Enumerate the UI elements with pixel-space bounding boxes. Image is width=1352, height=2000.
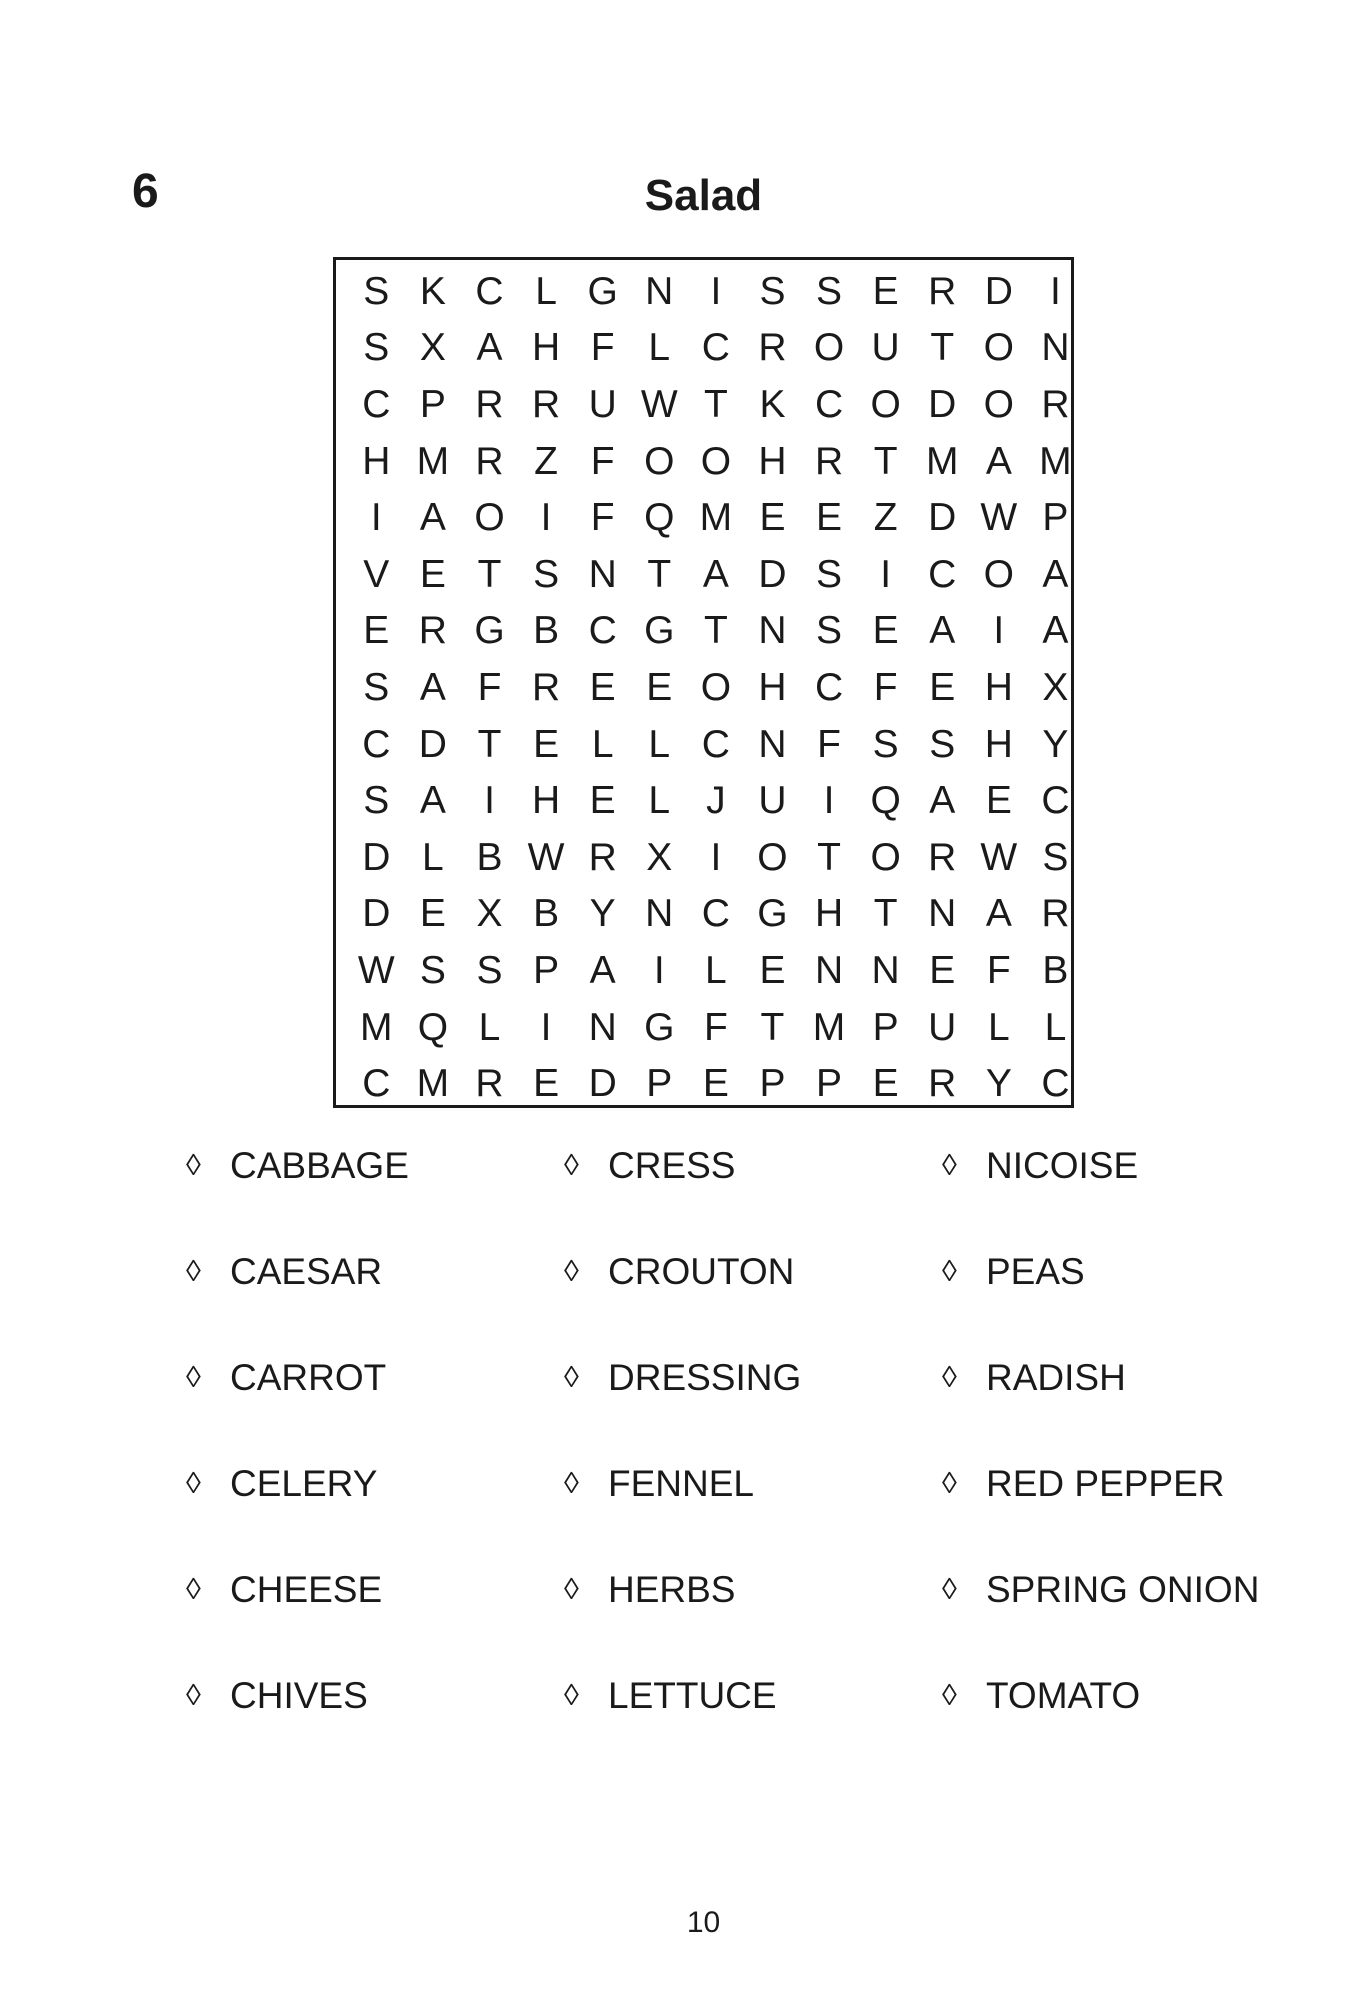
word-search-grid-box <box>333 257 1074 1108</box>
grid-cell: W <box>357 948 395 992</box>
grid-cell: M <box>360 1005 393 1049</box>
word-list-item <box>564 1242 942 1302</box>
grid-cell: M <box>925 439 959 483</box>
grid-cell: H <box>758 439 787 483</box>
grid-cell: C <box>362 1062 391 1106</box>
grid-cell: A <box>589 948 616 992</box>
grid-cell: G <box>474 609 505 653</box>
word-label: LETTUCE <box>608 1675 777 1716</box>
grid-cell: C <box>701 892 730 936</box>
grid-cell: H <box>758 665 787 709</box>
diamond-bullet-icon: ◊ <box>186 1467 201 1500</box>
grid-cell: T <box>930 326 955 370</box>
grid-cell: D <box>984 269 1013 313</box>
grid-cell: F <box>590 496 615 540</box>
word-list-item <box>942 1666 1320 1726</box>
grid-cell: N <box>814 948 844 992</box>
grid-cell: C <box>701 722 730 766</box>
word-label: RED PEPPER <box>986 1463 1225 1504</box>
grid-cell: X <box>646 835 673 879</box>
grid-cell: A <box>929 609 956 653</box>
grid-cell: Y <box>1042 722 1069 766</box>
grid-cell: I <box>710 269 722 313</box>
grid-cell: W <box>980 835 1018 879</box>
diamond-bullet-icon: ◊ <box>186 1255 201 1288</box>
word-label: CHEESE <box>230 1569 383 1610</box>
grid-cell: O <box>983 382 1014 426</box>
grid-cell: S <box>759 269 786 313</box>
grid-cell: M <box>416 439 450 483</box>
grid-cell: S <box>363 665 390 709</box>
grid-cell: P <box>816 1062 843 1106</box>
puzzle-title: Salad <box>644 171 763 220</box>
grid-cell: I <box>484 779 495 823</box>
diamond-bullet-icon: ◊ <box>942 1467 957 1500</box>
word-search-grid <box>348 263 1084 1112</box>
grid-cell: R <box>418 609 447 653</box>
grid-cell: O <box>644 439 675 483</box>
grid-cell: I <box>710 835 722 879</box>
grid-cell: D <box>758 552 787 596</box>
word-list-item <box>942 1242 1320 1302</box>
grid-cell: S <box>1042 835 1069 879</box>
grid-cell: A <box>985 439 1012 483</box>
grid-cell: U <box>928 1005 957 1049</box>
grid-cell: P <box>533 948 560 992</box>
grid-cell: R <box>928 1062 957 1106</box>
diamond-bullet-icon: ◊ <box>942 1679 957 1712</box>
grid-cell: A <box>419 496 446 540</box>
grid-cell: I <box>653 948 665 992</box>
word-label: CELERY <box>230 1463 378 1504</box>
word-label: CRESS <box>608 1145 736 1186</box>
grid-cell: L <box>535 269 557 313</box>
grid-cell: P <box>419 382 446 426</box>
grid-cell: L <box>648 722 671 766</box>
grid-cell: Q <box>644 496 675 540</box>
grid-cell: C <box>475 269 504 313</box>
grid-cell: C <box>1041 779 1070 823</box>
grid-cell: B <box>533 892 560 936</box>
grid-cell: A <box>929 779 956 823</box>
word-list-item <box>942 1454 1320 1514</box>
grid-cell: F <box>590 439 615 483</box>
grid-cell: I <box>370 496 382 540</box>
grid-cell: I <box>540 1005 552 1049</box>
grid-cell: T <box>477 722 502 766</box>
word-list <box>186 1136 1320 1772</box>
diamond-bullet-icon: ◊ <box>186 1573 201 1606</box>
grid-cell: T <box>760 1005 785 1049</box>
grid-cell: T <box>647 552 672 596</box>
grid-cell: K <box>759 382 786 426</box>
grid-cell: E <box>759 496 786 540</box>
grid-cell: R <box>814 439 844 483</box>
word-label: CABBAGE <box>230 1145 409 1186</box>
word-label: CROUTON <box>608 1251 795 1292</box>
grid-cell: F <box>477 665 502 709</box>
grid-cell: E <box>985 779 1012 823</box>
diamond-bullet-icon: ◊ <box>186 1361 201 1394</box>
grid-cell: E <box>589 779 616 823</box>
grid-cell: H <box>814 892 844 936</box>
grid-cell: A <box>1042 609 1069 653</box>
grid-cell: O <box>870 382 901 426</box>
grid-cell: S <box>816 269 843 313</box>
grid-cell: O <box>870 835 901 879</box>
grid-cell: X <box>419 326 446 370</box>
grid-cell: G <box>644 609 675 653</box>
word-list-item <box>564 1454 942 1514</box>
grid-cell: L <box>705 948 727 992</box>
grid-cell: R <box>1041 382 1070 426</box>
grid-cell: D <box>928 382 957 426</box>
grid-cell: H <box>984 665 1013 709</box>
grid-cell: N <box>645 892 674 936</box>
word-list-item <box>564 1560 942 1620</box>
grid-cell: G <box>644 1005 675 1049</box>
grid-cell: T <box>817 835 841 879</box>
word-label: HERBS <box>608 1569 736 1610</box>
grid-cell: B <box>533 609 560 653</box>
word-label: PEAS <box>986 1251 1085 1292</box>
word-list-item <box>942 1560 1320 1620</box>
grid-cell: D <box>362 835 391 879</box>
grid-cell: D <box>928 496 957 540</box>
grid-cell: S <box>872 722 899 766</box>
grid-cell: L <box>591 722 614 766</box>
word-label: SPRING ONION <box>986 1569 1260 1610</box>
grid-cell: R <box>928 269 957 313</box>
puzzle-number: 6 <box>132 165 159 218</box>
grid-cell: R <box>475 382 504 426</box>
grid-cell: Q <box>870 779 901 823</box>
grid-cell: X <box>476 892 503 936</box>
grid-cell: J <box>706 779 726 823</box>
grid-cell: E <box>419 552 446 596</box>
grid-cell: L <box>422 835 444 879</box>
grid-cell: R <box>475 439 504 483</box>
grid-cell: F <box>873 665 898 709</box>
grid-cell: Z <box>873 496 898 540</box>
grid-cell: S <box>929 722 956 766</box>
grid-cell: C <box>814 382 844 426</box>
grid-cell: N <box>1041 326 1070 370</box>
grid-cell: P <box>759 1062 786 1106</box>
grid-cell: S <box>419 948 446 992</box>
grid-cell: C <box>814 665 844 709</box>
word-list-item <box>186 1136 564 1196</box>
grid-cell: P <box>1042 496 1069 540</box>
grid-cell: A <box>985 892 1012 936</box>
grid-cell: E <box>872 1062 899 1106</box>
grid-cell: W <box>527 835 565 879</box>
word-label: CHIVES <box>230 1675 368 1716</box>
grid-cell: R <box>531 665 561 709</box>
grid-cell: E <box>872 609 899 653</box>
grid-cell: M <box>1039 439 1072 483</box>
grid-cell: G <box>587 269 618 313</box>
grid-cell: R <box>475 1062 504 1106</box>
diamond-bullet-icon: ◊ <box>186 1679 201 1712</box>
grid-cell: C <box>362 722 391 766</box>
grid-cell: S <box>363 326 390 370</box>
grid-cell: T <box>873 892 898 936</box>
grid-cell: D <box>418 722 447 766</box>
grid-cell: C <box>928 552 957 596</box>
grid-cell: E <box>533 722 560 766</box>
grid-cell: L <box>478 1005 501 1049</box>
word-list-item <box>186 1348 564 1408</box>
page-number: 10 <box>686 1906 721 1939</box>
grid-cell: E <box>872 269 899 313</box>
word-label: CAESAR <box>230 1251 383 1292</box>
grid-cell: O <box>700 665 732 709</box>
diamond-bullet-icon: ◊ <box>564 1149 579 1182</box>
grid-cell: T <box>477 552 502 596</box>
word-list-item <box>186 1560 564 1620</box>
diamond-bullet-icon: ◊ <box>564 1573 579 1606</box>
diamond-bullet-icon: ◊ <box>942 1361 957 1394</box>
word-label: RADISH <box>986 1357 1126 1398</box>
grid-cell: E <box>929 665 956 709</box>
word-list-item <box>186 1454 564 1514</box>
grid-cell: P <box>646 1062 673 1106</box>
word-list-item <box>186 1242 564 1302</box>
grid-cell: O <box>983 326 1014 370</box>
grid-cell: O <box>757 835 788 879</box>
grid-cell: C <box>1041 1062 1070 1106</box>
grid-cell: G <box>757 892 788 936</box>
grid-cell: T <box>703 382 728 426</box>
grid-cell: N <box>758 722 787 766</box>
grid-cell: T <box>873 439 898 483</box>
grid-cell: I <box>540 496 552 540</box>
grid-cell: U <box>588 382 617 426</box>
grid-cell: F <box>986 948 1011 992</box>
word-label: FENNEL <box>608 1463 754 1504</box>
grid-cell: S <box>363 779 390 823</box>
grid-cell: F <box>817 722 841 766</box>
grid-cell: A <box>476 326 503 370</box>
grid-cell: I <box>823 779 835 823</box>
diamond-bullet-icon: ◊ <box>186 1149 201 1182</box>
grid-cell: B <box>1042 948 1069 992</box>
grid-cell: P <box>872 1005 899 1049</box>
grid-cell: F <box>590 326 615 370</box>
grid-cell: C <box>588 609 617 653</box>
grid-cell: W <box>980 496 1018 540</box>
grid-cell: R <box>1041 892 1070 936</box>
grid-cell: N <box>645 269 674 313</box>
grid-cell: S <box>816 552 843 596</box>
word-label: DRESSING <box>608 1357 802 1398</box>
grid-cell: M <box>416 1062 450 1106</box>
grid-cell: I <box>880 552 892 596</box>
grid-cell: Y <box>985 1062 1012 1106</box>
grid-cell: M <box>812 1005 846 1049</box>
word-label: NICOISE <box>986 1145 1139 1186</box>
grid-cell: O <box>700 439 732 483</box>
grid-cell: A <box>419 779 446 823</box>
grid-cell: K <box>419 269 446 313</box>
word-list-item <box>942 1348 1320 1408</box>
grid-cell: E <box>419 892 446 936</box>
diamond-bullet-icon: ◊ <box>564 1679 579 1712</box>
grid-cell: H <box>362 439 391 483</box>
grid-cell: H <box>531 779 561 823</box>
word-list-item <box>564 1348 942 1408</box>
diamond-bullet-icon: ◊ <box>564 1255 579 1288</box>
grid-cell: E <box>929 948 956 992</box>
word-list-item <box>564 1666 942 1726</box>
grid-cell: L <box>1044 1005 1067 1049</box>
grid-cell: N <box>588 552 617 596</box>
grid-cell: A <box>419 665 446 709</box>
word-label: TOMATO <box>986 1675 1141 1716</box>
grid-cell: Z <box>534 439 558 483</box>
grid-cell: N <box>758 609 787 653</box>
grid-cell: N <box>871 948 900 992</box>
grid-cell: R <box>928 835 957 879</box>
grid-cell: A <box>702 552 729 596</box>
grid-cell: L <box>987 1005 1010 1049</box>
word-label: CARROT <box>230 1357 387 1398</box>
diamond-bullet-icon: ◊ <box>942 1149 957 1182</box>
grid-cell: E <box>702 1062 729 1106</box>
grid-cell: E <box>759 948 786 992</box>
grid-cell: R <box>531 382 561 426</box>
grid-cell: E <box>363 609 390 653</box>
grid-cell: D <box>588 1062 617 1106</box>
grid-cell: Q <box>417 1005 449 1049</box>
word-list-item <box>186 1666 564 1726</box>
grid-cell: I <box>993 609 1005 653</box>
grid-cell: E <box>646 665 673 709</box>
grid-cell: O <box>813 326 845 370</box>
grid-cell: N <box>588 1005 617 1049</box>
grid-cell: E <box>533 1062 560 1106</box>
grid-cell: X <box>1042 665 1069 709</box>
grid-cell: F <box>703 1005 728 1049</box>
grid-cell: H <box>984 722 1013 766</box>
grid-cell: S <box>363 269 390 313</box>
grid-cell: E <box>589 665 616 709</box>
grid-cell: C <box>362 382 391 426</box>
diamond-bullet-icon: ◊ <box>564 1467 579 1500</box>
grid-cell: C <box>701 326 730 370</box>
grid-cell: U <box>758 779 787 823</box>
grid-cell: Y <box>589 892 616 936</box>
grid-cell: L <box>648 326 671 370</box>
grid-cell: H <box>531 326 561 370</box>
grid-cell: L <box>648 779 671 823</box>
diamond-bullet-icon: ◊ <box>942 1573 957 1606</box>
grid-cell: S <box>476 948 503 992</box>
grid-cell: A <box>1042 552 1069 596</box>
grid-cell: U <box>871 326 900 370</box>
grid-cell: M <box>699 496 733 540</box>
word-list-item <box>942 1136 1320 1196</box>
grid-cell: S <box>816 609 843 653</box>
grid-cell: N <box>928 892 957 936</box>
word-list-item <box>564 1136 942 1196</box>
diamond-bullet-icon: ◊ <box>564 1361 579 1394</box>
grid-cell: T <box>703 609 728 653</box>
grid-cell: W <box>640 382 678 426</box>
grid-cell: B <box>476 835 503 879</box>
grid-cell: V <box>363 552 390 596</box>
grid-cell: D <box>362 892 391 936</box>
grid-cell: R <box>588 835 617 879</box>
diamond-bullet-icon: ◊ <box>942 1255 957 1288</box>
grid-cell: S <box>533 552 560 596</box>
grid-cell: O <box>983 552 1014 596</box>
grid-cell: R <box>758 326 787 370</box>
grid-cell: I <box>1050 269 1061 313</box>
grid-cell: E <box>816 496 843 540</box>
grid-cell: O <box>474 496 505 540</box>
